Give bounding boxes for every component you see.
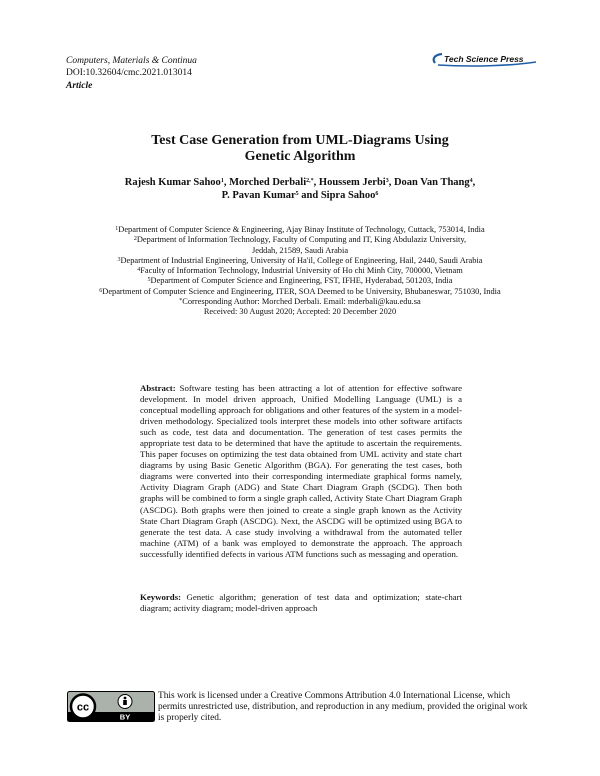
abstract-label: Abstract: — [140, 383, 176, 393]
abstract-text: Software testing has been attracting a lot of attention for effective software development. In model driven approach, Unified Modelling Language (UML) is a conceptual modelling approach for obligations and other features of the system in a model-driven methodology. Specialized tools interpret these models into other software artifacts such as code, test data and documentation. The generation of test cases permits the appropriate test data to be determined that have the aptitude to ascertain the requirements. This paper focuses on optimizing the test data obtained from UML activity and state chart diagrams by using Basic Genetic Algorithm (BGA). For generating the test cases, both diagrams were converted into their corresponding intermediate graphical forms namely, Activity Diagram Graph (ADG) and State Chart Diagram Graph (SCDG). Then both graphs will be combined to form a single graph called, Activity State Chart Diagram Graph (ASCDG). Both graphs were then joined to create a single graph known as the Activity State Chart Diagram Graph (ASCDG). Next, the ASCDG will be optimized using BGA to generate the test data. A case study involving a withdrawal from the automated teller machine (ATM) of a bank was employed to demonstrate the approach. The approach successfully identified defects in various ATM functions such as messaging and operation. — [140, 383, 463, 559]
author-line-1 — [0, 176, 600, 189]
author-list — [0, 176, 600, 202]
cc-by-license-badge[interactable] — [67, 691, 155, 722]
affiliation-item — [0, 246, 600, 256]
author-affiliation: 2,* — [306, 178, 314, 184]
affiliation-item — [0, 225, 600, 235]
author-affiliation: 4 — [469, 178, 473, 184]
author-name: Doan Van Thang — [393, 177, 470, 188]
corresponding-author — [0, 297, 600, 307]
author-affiliation: 6 — [375, 191, 379, 197]
doi: DOI:10.32604/cmc.2021.013014 — [66, 68, 192, 78]
cc-text: cc — [76, 701, 90, 714]
author-separator: , — [313, 177, 319, 188]
affiliation-number: 1 — [115, 226, 119, 232]
author-line-2 — [0, 189, 600, 202]
keywords — [140, 592, 462, 614]
affiliation-number: 2 — [133, 236, 137, 243]
keywords-text: Genetic algorithm; generation of test data and optimization; state-chart diagram; activity diagram; model-driven approach — [140, 592, 462, 614]
journal-name: Computers, Materials & Continua — [66, 56, 197, 66]
affiliation-text: Faculty of Information Technology, Industrial University of Ho chi Minh City, 700000, Vietnam — [140, 266, 463, 276]
keywords-label: Keywords: — [140, 592, 182, 602]
affiliation-number: 6 — [99, 287, 103, 294]
author-name: Morched Derbali — [229, 177, 307, 188]
affiliation-number: 3 — [117, 256, 121, 263]
abstract — [140, 383, 462, 560]
affiliation-item — [0, 235, 600, 245]
title-line-2: Genetic Algorithm — [244, 149, 356, 164]
author-separator: , — [388, 177, 394, 188]
title-line-1: Test Case Generation from UML-Diagrams Using — [151, 133, 449, 148]
author-affiliation: 1 — [220, 178, 224, 184]
cc-by-icon — [67, 691, 155, 722]
author-affiliation: 5 — [295, 191, 299, 197]
publisher-name: Tech Science Press — [444, 54, 524, 64]
author-affiliation: 3 — [385, 178, 389, 184]
affiliation-text: Jeddah, 21589, Saudi Arabia — [251, 245, 349, 255]
affiliation-text: Department of Computer Science and Engineering, ITER, SOA Deemed to be University, Bhubaneswar, 751030, India — [102, 286, 501, 296]
affiliation-text: Department of Information Technology, Faculty of Computing and IT, King Abdulaziz University, — [136, 235, 467, 245]
author-name: Sipra Sahoo — [320, 190, 376, 201]
affiliation-item — [0, 287, 600, 297]
affiliation-text: Department of Industrial Engineering, University of Ha'il, College of Engineering, Hail, 2440, Saudi Arabia — [120, 255, 483, 265]
paper-title — [0, 133, 600, 165]
author-name: Houssem Jerbi — [318, 177, 386, 188]
affiliation-list — [0, 225, 600, 318]
affiliation-item — [0, 266, 600, 276]
corresponding-author-text: Corresponding Author: Morched Derbali. Email: mderbali@kau.edu.sa — [182, 297, 421, 307]
received-accepted-dates: Received: 30 August 2020; Accepted: 20 December 2020 — [203, 307, 397, 317]
author-name: P. Pavan Kumar — [221, 190, 296, 201]
author-separator: , — [472, 177, 476, 188]
affiliation-number: * — [179, 298, 183, 305]
license-text: This work is licensed under a Creative Commons Attribution 4.0 International License, which permits unrestricted use, distribution, and reproduction in any medium, provided the original work is properly cited. — [158, 691, 528, 723]
affiliation-text: Department of Computer Science and Engineering, FST, IFHE, Hyderabad, 501203, India — [150, 276, 453, 286]
affiliation-item — [0, 276, 600, 286]
affiliation-number: 5 — [147, 277, 151, 284]
author-separator: , — [223, 177, 230, 188]
publisher-logo — [430, 52, 538, 67]
by-text: BY — [119, 712, 131, 722]
affiliation-item — [0, 256, 600, 266]
author-name: Rajesh Kumar Sahoo — [124, 177, 221, 188]
affiliation-text: Department of Computer Science & Engineering, Ajay Binay Institute of Technology, Cuttack, 753014, India — [118, 225, 485, 234]
author-separator: and — [298, 190, 321, 201]
affiliation-number: 4 — [137, 267, 141, 274]
article-type: Article — [66, 81, 93, 91]
